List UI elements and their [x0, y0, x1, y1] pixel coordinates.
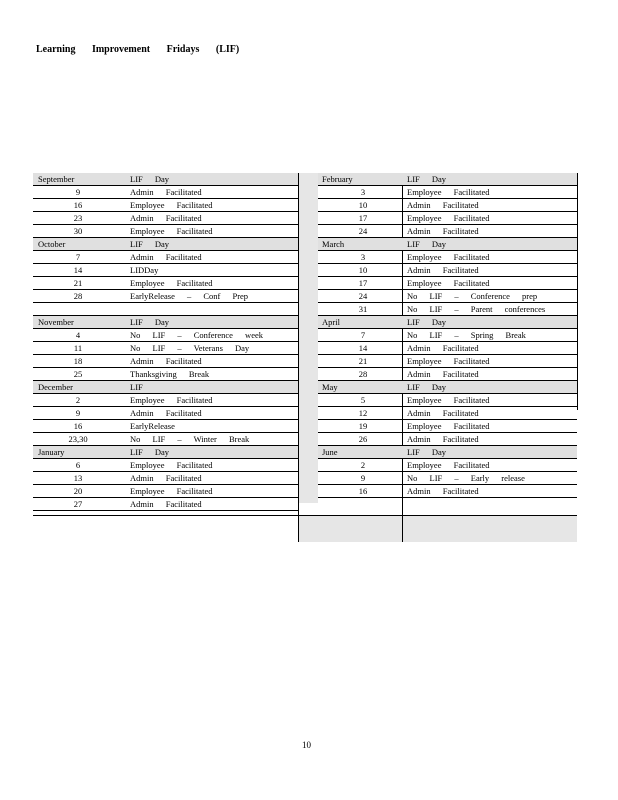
table-bottom-rule	[33, 515, 577, 516]
description-cell: Admin Facilitated	[130, 252, 202, 262]
description-cell: Admin Facilitated	[130, 499, 202, 509]
bottom-gray-block	[298, 515, 577, 542]
date-cell: 6	[75, 460, 81, 470]
date-cell: 10	[358, 265, 368, 275]
table-row	[318, 212, 577, 225]
date-cell: 5	[360, 395, 366, 405]
month-header-row	[318, 381, 577, 394]
date-cell: 16	[73, 421, 83, 431]
table-row	[318, 355, 577, 368]
date-cell: 28	[73, 291, 83, 301]
table-row	[33, 199, 298, 212]
table-row	[33, 329, 298, 342]
date-cell: 30	[73, 226, 83, 236]
table-row	[33, 355, 298, 368]
page-number: 10	[302, 740, 311, 750]
table-row	[33, 186, 298, 199]
description-cell: EarlyRelease	[130, 421, 175, 431]
table-divider-left	[298, 173, 299, 542]
calendar-left-column	[33, 173, 298, 511]
description-cell: Admin Facilitated	[130, 408, 202, 418]
description-cell: Admin Facilitated	[130, 187, 202, 197]
description-cell: LIF Day	[130, 447, 170, 457]
date-cell: 27	[73, 499, 83, 509]
table-row	[33, 290, 298, 303]
date-cell: 19	[358, 421, 368, 431]
month-header-row	[318, 173, 577, 186]
table-border-right	[577, 173, 578, 410]
description-cell: No LIF – Parent conferences	[407, 304, 546, 314]
table-row	[33, 394, 298, 407]
date-cell: 3	[360, 252, 366, 262]
description-cell: Admin Facilitated	[407, 200, 479, 210]
month-label: March	[322, 239, 345, 249]
description-cell: Admin Facilitated	[407, 408, 479, 418]
date-cell: 23	[73, 213, 83, 223]
description-cell: Employee Facilitated	[130, 460, 213, 470]
description-cell: Employee Facilitated	[407, 460, 490, 470]
table-row	[318, 407, 577, 420]
description-cell: Employee Facilitated	[407, 356, 490, 366]
month-label: January	[38, 447, 65, 457]
date-cell: 13	[73, 473, 83, 483]
description-cell: Admin Facilitated	[407, 486, 479, 496]
table-row	[318, 290, 577, 303]
month-header-row	[318, 238, 577, 251]
table-row	[318, 368, 577, 381]
month-header-row	[33, 173, 298, 186]
table-row	[33, 420, 298, 433]
date-cell: 11	[73, 343, 83, 353]
date-cell: 24	[358, 291, 368, 301]
month-label: February	[322, 174, 353, 184]
description-cell: LIF Day	[407, 382, 447, 392]
description-cell: Admin Facilitated	[407, 369, 479, 379]
month-label: September	[38, 174, 75, 184]
description-cell: Employee Facilitated	[407, 395, 490, 405]
table-row	[33, 472, 298, 485]
description-cell: LIF Day	[407, 239, 447, 249]
description-cell: No LIF – Veterans Day	[130, 343, 250, 353]
table-row	[318, 277, 577, 290]
date-cell: 10	[358, 200, 368, 210]
calendar-right-column	[318, 173, 577, 498]
table-row	[33, 368, 298, 381]
date-cell: 3	[360, 187, 366, 197]
month-label: June	[322, 447, 338, 457]
center-gray-strip	[298, 173, 318, 503]
date-cell: 31	[358, 304, 368, 314]
date-cell: 2	[75, 395, 81, 405]
table-row	[318, 485, 577, 498]
month-header-row	[318, 316, 577, 329]
date-cell: 16	[73, 200, 83, 210]
date-cell: 12	[358, 408, 368, 418]
date-cell: 16	[358, 486, 368, 496]
table-row	[33, 342, 298, 355]
description-cell: Employee Facilitated	[407, 421, 490, 431]
table-row	[318, 329, 577, 342]
table-row	[33, 459, 298, 472]
description-cell: LIF Day	[130, 174, 170, 184]
table-row	[318, 186, 577, 199]
description-cell: No LIF – Conference week	[130, 330, 263, 340]
description-cell: Employee Facilitated	[130, 395, 213, 405]
month-label: December	[38, 382, 73, 392]
description-cell: No LIF – Early release	[407, 473, 525, 483]
date-cell: 9	[75, 187, 81, 197]
table-row	[318, 394, 577, 407]
date-cell: 24	[358, 226, 368, 236]
description-cell: Admin Facilitated	[407, 434, 479, 444]
description-cell: Admin Facilitated	[130, 473, 202, 483]
description-cell: LIDDay	[130, 265, 159, 275]
month-label: November	[38, 317, 74, 327]
month-label: October	[38, 239, 66, 249]
description-cell: No LIF – Spring Break	[407, 330, 526, 340]
description-cell: LIF	[130, 382, 143, 392]
date-cell: 28	[358, 369, 368, 379]
description-cell: LIF Day	[407, 174, 447, 184]
table-row	[318, 199, 577, 212]
description-cell: No LIF – Winter Break	[130, 434, 250, 444]
page-title: Learning Improvement Fridays (LIF)	[36, 44, 240, 55]
description-cell: EarlyRelease – Conf Prep	[130, 291, 249, 301]
date-cell: 14	[358, 343, 368, 353]
table-row	[33, 225, 298, 238]
table-row	[33, 433, 298, 446]
description-cell: Employee Facilitated	[407, 252, 490, 262]
date-cell: 2	[360, 460, 366, 470]
description-cell: Admin Facilitated	[407, 343, 479, 353]
description-cell: Thanksgiving Break	[130, 369, 210, 379]
description-cell: Employee Facilitated	[407, 187, 490, 197]
table-row	[318, 433, 577, 446]
date-cell: 20	[73, 486, 83, 496]
table-row	[33, 485, 298, 498]
table-row	[33, 212, 298, 225]
date-cell: 4	[75, 330, 81, 340]
table-row	[318, 251, 577, 264]
date-cell: 25	[73, 369, 83, 379]
date-cell: 17	[358, 213, 368, 223]
date-cell: 7	[360, 330, 366, 340]
date-cell: 14	[73, 265, 83, 275]
table-row	[318, 225, 577, 238]
date-cell: 9	[360, 473, 366, 483]
description-cell: LIF Day	[130, 239, 170, 249]
month-label: May	[322, 382, 338, 392]
table-row	[33, 498, 298, 511]
date-cell: 9	[75, 408, 81, 418]
description-cell: Employee Facilitated	[407, 278, 490, 288]
description-cell: Employee Facilitated	[130, 278, 213, 288]
month-header-row	[33, 316, 298, 329]
description-cell: LIF Day	[407, 447, 447, 457]
table-row	[33, 303, 298, 316]
table-row	[318, 342, 577, 355]
date-cell: 7	[75, 252, 81, 262]
date-cell: 17	[358, 278, 368, 288]
description-cell: Admin Facilitated	[130, 356, 202, 366]
description-cell: LIF Day	[407, 317, 447, 327]
description-cell: Employee Facilitated	[407, 213, 490, 223]
table-row	[33, 407, 298, 420]
description-cell: Employee Facilitated	[130, 200, 213, 210]
table-row	[33, 277, 298, 290]
description-cell: Employee Facilitated	[130, 226, 213, 236]
date-cell: 18	[73, 356, 83, 366]
table-row	[318, 303, 577, 316]
table-row	[318, 420, 577, 433]
description-cell: Admin Facilitated	[407, 265, 479, 275]
description-cell: No LIF – Conference prep	[407, 291, 538, 301]
description-cell: Admin Facilitated	[407, 226, 479, 236]
month-header-row	[33, 238, 298, 251]
date-cell: 21	[358, 356, 368, 366]
table-row	[318, 459, 577, 472]
date-cell: 23,30	[68, 434, 88, 444]
table-row	[33, 251, 298, 264]
description-cell: Employee Facilitated	[130, 486, 213, 496]
description-cell: LIF Day	[130, 317, 170, 327]
table-row	[33, 264, 298, 277]
month-header-row	[318, 446, 577, 459]
month-header-row	[33, 446, 298, 459]
month-label: April	[322, 317, 340, 327]
table-row	[318, 472, 577, 485]
description-cell: Admin Facilitated	[130, 213, 202, 223]
month-header-row	[33, 381, 298, 394]
table-row	[318, 264, 577, 277]
date-cell: 21	[73, 278, 83, 288]
date-cell: 26	[358, 434, 368, 444]
